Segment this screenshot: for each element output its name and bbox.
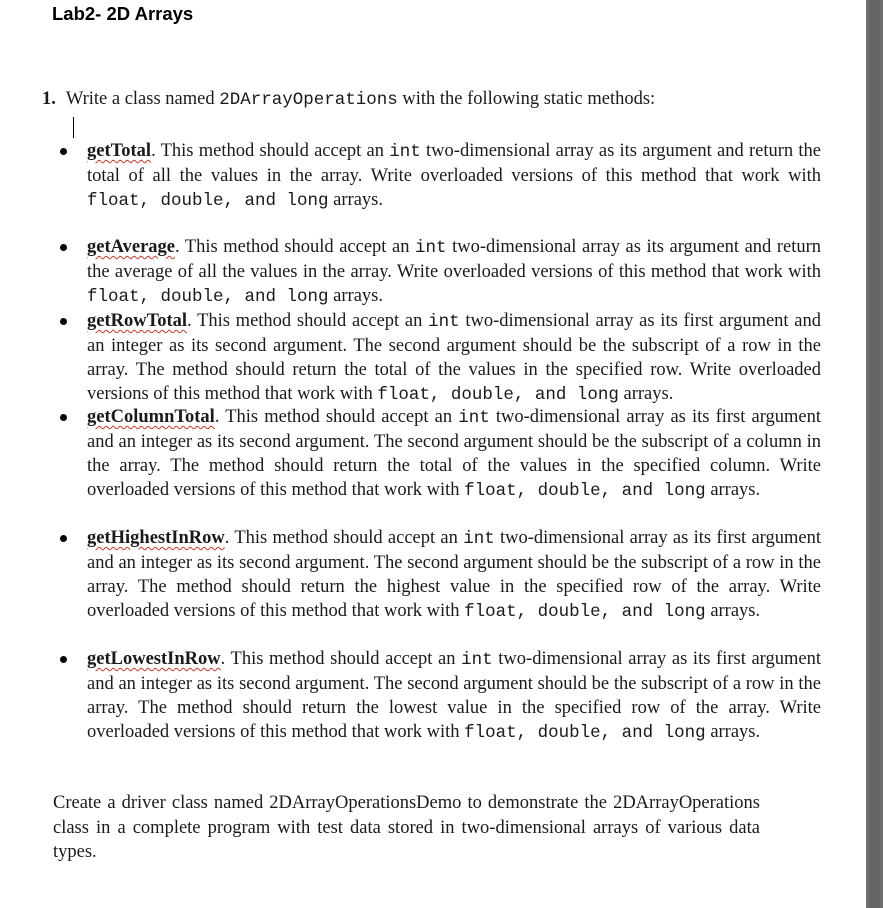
method-text: two-dimensional array as its first argument and an integer as its second argument. The second argument should be the subscript of a row in the array. The method should return the highest value in the specified row of the array. Write overloaded versions of this method that work with [87, 528, 821, 621]
method-text: two-dimensional array as its argument and return the average of all the values in the array. Write overloaded versions of this method that work with [87, 237, 822, 282]
class-name-code: 2DArrayOperations [219, 90, 398, 110]
question-intro-tail: with the following static methods: [402, 89, 656, 109]
method-name: getColumnTotal [87, 407, 215, 427]
method-item [87, 526, 821, 624]
vertical-scrollbar[interactable] [866, 0, 883, 908]
scrollbar-thumb[interactable] [869, 0, 880, 908]
method-item [87, 309, 821, 407]
method-text: two-dimensional array as its argument and return the total of all the values in the array. Write overloaded versions of this method that work with [87, 141, 821, 186]
code-int: int [415, 238, 447, 258]
question-heading [42, 89, 655, 110]
method-item [87, 647, 821, 745]
method-name: getHighestInRow [87, 528, 225, 548]
question-number: 1. [42, 89, 56, 109]
method-text: . This method should accept an [187, 311, 423, 331]
method-text: arrays. [333, 190, 383, 210]
code-types: float, double, and long [464, 723, 706, 743]
method-text: two-dimensional array as its first argument and an integer as its second argument. The second argument should be the subscript of a row in the array. The method should return the total of the values in the specified row. Write overloaded versions of this method that work with [87, 311, 821, 404]
method-text: . This method should accept an [224, 528, 458, 548]
method-text: arrays. [710, 601, 761, 621]
method-text: arrays. [710, 480, 761, 500]
method-name: getTotal [87, 141, 152, 161]
code-types: float, double, and long [87, 191, 329, 211]
code-int: int [463, 529, 495, 549]
method-text: arrays. [710, 722, 761, 742]
method-name: getLowestInRow [87, 649, 221, 669]
text-cursor [73, 117, 74, 138]
method-text: . This method should accept an [214, 407, 453, 427]
question-intro: Write a class named [65, 89, 215, 109]
code-types: float, double, and long [377, 385, 619, 405]
code-types: float, double, and long [87, 287, 329, 307]
method-item [87, 405, 821, 503]
code-int: int [389, 142, 421, 162]
code-types: float, double, and long [464, 602, 706, 622]
method-text: two-dimensional array as its first argument and an integer as its second argument. The second argument should be the subscript of a column in the array. The method should return the total of the values in the specified column. Write overloaded versions of this method that work with [87, 407, 822, 500]
method-item [87, 235, 821, 309]
code-int: int [461, 650, 493, 670]
closing-paragraph: Create a driver class named 2DArrayOperationsDemo to demonstrate the 2DArrayOperations class in a complete program with test data stored in two-dimensional arrays of various data types. [53, 793, 760, 862]
document-title: Lab2- 2D Arrays [52, 3, 194, 24]
method-text: two-dimensional array as its first argument and an integer as its second argument. The second argument should be the subscript of a row in the array. The method should return the lowest value in the specified row of the array. Write overloaded versions of this method that work with [87, 649, 821, 742]
method-item [87, 139, 821, 213]
method-name: getAverage [87, 237, 175, 257]
method-name: getRowTotal [87, 311, 188, 331]
method-text: arrays. [333, 286, 383, 306]
method-text: . This method should accept an [220, 649, 456, 669]
code-int: int [458, 408, 490, 428]
code-int: int [428, 312, 460, 332]
method-text: . This method should accept an [175, 237, 410, 257]
method-text: . This method should accept an [151, 141, 385, 161]
code-types: float, double, and long [464, 481, 706, 501]
method-text: arrays. [623, 384, 674, 404]
